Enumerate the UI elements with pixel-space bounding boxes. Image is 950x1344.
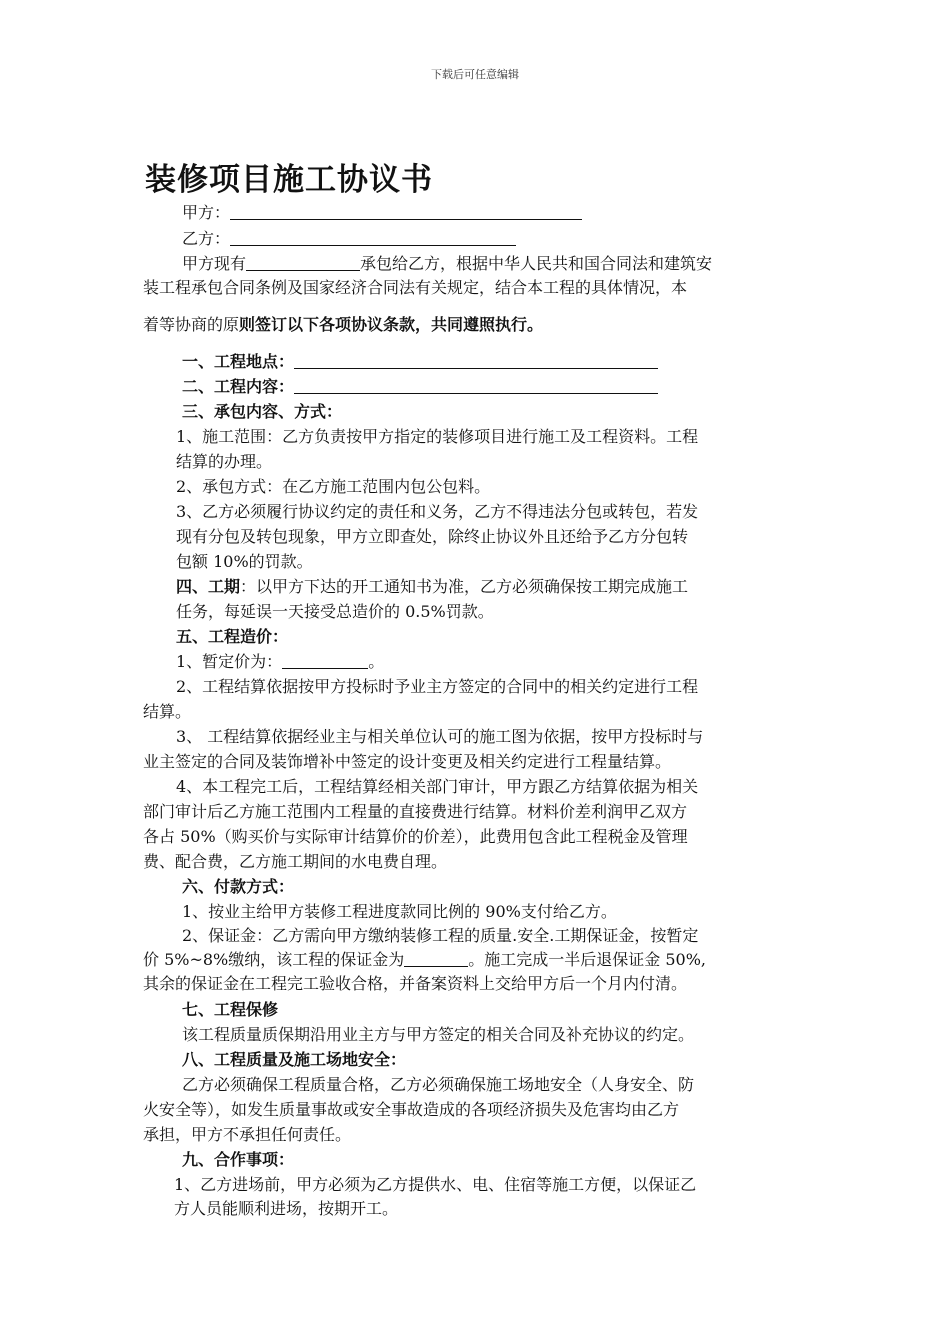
intro-line-1: [182, 254, 712, 274]
deposit-label: 价 5%~8%缴纳，该工程的保证金为: [143, 950, 405, 969]
section-5-item-4-cont: 各占 50%（购买价与实际审计结算价的价差），此费用包含此工程税金及管理: [143, 827, 688, 846]
party-b-label: 乙方：: [182, 229, 231, 248]
price-end: 。: [368, 652, 385, 671]
section-4-cont: 任务，每延误一天接受总造价的 0.5%罚款。: [176, 602, 494, 621]
section-9-item-1: 1、乙方进场前，甲方必须为乙方提供水、电、住宿等施工方便，以保证乙: [174, 1175, 697, 1194]
section-5-heading: 五、工程造价：: [176, 627, 289, 646]
section-5-item-3-cont: 业主签定的合同及装饰增补中签定的设计变更及相关约定进行工程量结算。: [143, 752, 672, 771]
section-2-line: [182, 377, 658, 397]
content-blank: [294, 377, 658, 394]
deposit-blank: [404, 950, 468, 967]
section-8-text-cont: 火安全等），如发生质量事故或安全事故造成的各项经济损失及危害均由乙方: [143, 1100, 680, 1119]
section-5-item-4: 4、本工程完工后，工程结算经相关部门审计，甲方跟乙方结算依据为相关: [176, 777, 699, 796]
intro-text: 甲方现有: [182, 254, 247, 273]
section-4-line: [176, 577, 688, 597]
location-blank: [294, 352, 658, 369]
section-1-heading: 一、工程地点：: [182, 352, 295, 371]
intro-line-3: [143, 315, 543, 335]
section-7-heading: 七、工程保修: [182, 1000, 279, 1019]
price-label: 1、暂定价为：: [176, 652, 283, 671]
section-8-text: 乙方必须确保工程质量合格，乙方必须确保施工场地安全（人身安全、防: [182, 1075, 695, 1094]
party-b-line: [182, 229, 516, 249]
section-6-heading: 六、付款方式：: [182, 877, 295, 896]
intro-text: 着等协商的原: [143, 315, 240, 334]
section-3-item-1-cont: 结算的办理。: [176, 452, 273, 471]
price-blank: [282, 652, 368, 669]
party-b-blank: [230, 229, 516, 246]
intro-text-bold: 则签订以下各项协议条款，共同遵照执行。: [239, 315, 544, 334]
section-3-item-3-cont: 包额 10%的罚款。: [176, 552, 313, 571]
section-5-item-4-cont: 部门审计后乙方施工范围内工程量的直接费进行结算。材料价差利润甲乙双方: [143, 802, 688, 821]
section-3-item-2: 2、承包方式：在乙方施工范围内包公包料。: [176, 477, 491, 496]
section-3-item-3-cont: 现有分包及转包现象，甲方立即查处，除终止协议外且还给予乙方分包转: [176, 527, 689, 546]
party-a-label: 甲方：: [182, 203, 231, 222]
section-8-heading: 八、工程质量及施工场地安全：: [182, 1050, 407, 1069]
section-6-item-2: 2、保证金：乙方需向甲方缴纳装修工程的质量.安全.工期保证金，按暂定: [182, 926, 699, 945]
section-9-heading: 九、合作事项：: [182, 1150, 295, 1169]
section-2-heading: 二、工程内容：: [182, 377, 295, 396]
section-6-item-1: 1、按业主给甲方装修工程进度款同比例的 90%支付给乙方。: [182, 902, 617, 921]
section-5-item-1: [176, 652, 384, 672]
section-6-item-2-cont: 其余的保证金在工程完工验收合格，并备案资料上交给甲方后一个月内付清。: [143, 974, 688, 993]
intro-line-2: 装工程承包合同条例及国家经济合同法有关规定，结合本工程的具体情况，本: [143, 278, 688, 297]
section-5-item-3: 3、 工程结算依据经业主与相关单位认可的施工图为依据，按甲方投标时与: [176, 727, 704, 746]
intro-text: 承包给乙方，根据中华人民共和国合同法和建筑安: [360, 254, 713, 273]
section-5-item-2-cont: 结算。: [143, 702, 192, 721]
document-title: 装修项目施工协议书: [145, 162, 433, 198]
page-header: 下载后可任意编辑: [431, 68, 519, 81]
section-5-item-2: 2、工程结算依据按甲方投标时予业主方签定的合同中的相关约定进行工程: [176, 677, 699, 696]
party-a-line: [182, 203, 582, 223]
section-3-item-1: 1、施工范围：乙方负责按甲方指定的装修项目进行施工及工程资料。工程: [176, 427, 699, 446]
section-1-line: [182, 352, 658, 372]
party-a-blank: [230, 203, 582, 220]
section-3-heading: 三、承包内容、方式：: [182, 402, 343, 421]
section-3-item-3: 3、乙方必须履行协议约定的责任和义务，乙方不得违法分包或转包，若发: [176, 502, 699, 521]
section-9-item-1-cont: 方人员能顺利进场，按期开工。: [174, 1199, 399, 1218]
section-5-item-4-cont: 费、配合费，乙方施工期间的水电费自理。: [143, 852, 448, 871]
deposit-text: 。施工完成一半后退保证金 50%,: [468, 950, 707, 969]
section-7-text: 该工程质量质保期沿用业主方与甲方签定的相关合同及补充协议的约定。: [182, 1025, 695, 1044]
section-4-heading: 四、工期: [176, 577, 241, 596]
section-4-text: ：以甲方下达的开工通知书为准，乙方必须确保按工期完成施工: [240, 577, 689, 596]
section-6-item-2-cont: [143, 950, 706, 970]
section-8-text-cont: 承担，甲方不承担任何责任。: [143, 1125, 352, 1144]
project-blank: [246, 254, 360, 271]
